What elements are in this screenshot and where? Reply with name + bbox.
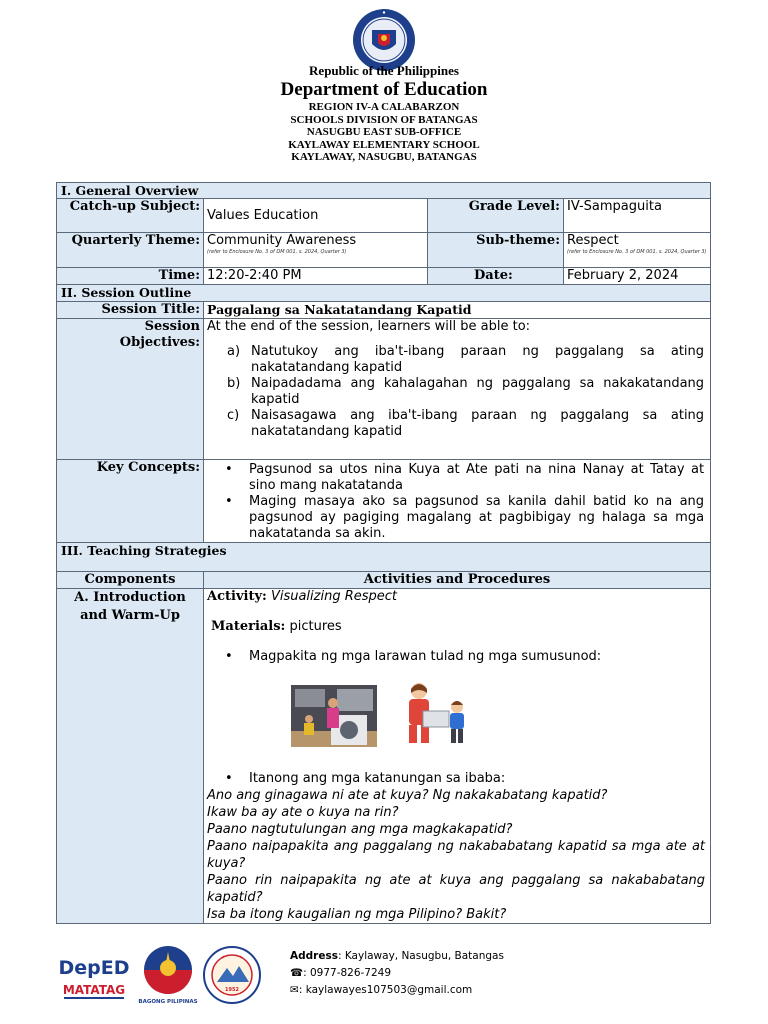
deped-matatag-logo bbox=[58, 950, 130, 1002]
deped-wordmark: DepED bbox=[58, 957, 130, 979]
objective-marker: a) bbox=[227, 344, 241, 359]
objectives-intro: At the end of the session, learners will be able to: bbox=[207, 319, 531, 334]
catchup-subject-label: Catch-up Subject: bbox=[57, 199, 204, 233]
activity-value: Visualizing Respect bbox=[270, 589, 398, 604]
materials-value: pictures bbox=[289, 619, 342, 634]
teaching-strategies-heading: III. Teaching Strategies bbox=[57, 543, 711, 572]
siblings-cartoon-picture bbox=[399, 681, 471, 747]
sub-theme-cell bbox=[564, 233, 711, 268]
school-seal-logo bbox=[203, 946, 261, 1004]
session-title-value: Paggalang sa Nakatatandang Kapatid bbox=[204, 302, 711, 319]
session-title-label: Session Title: bbox=[57, 302, 204, 319]
lesson-plan-table bbox=[56, 182, 711, 924]
matatag-wordmark: MATATAG bbox=[62, 983, 126, 997]
bullet-icon: • bbox=[225, 649, 233, 664]
objective-text: Natutukoy ang iba't-ibang paraan ng paggalang sa ating nakatatandang kapatid bbox=[251, 344, 705, 375]
ask-questions-text: Itanong ang mga katanungan sa ibaba: bbox=[249, 771, 506, 786]
email-value: : kaylawayes107503@gmail.com bbox=[298, 984, 473, 996]
footer-address bbox=[290, 950, 504, 962]
quarterly-theme-cell bbox=[204, 233, 428, 268]
objective-marker: b) bbox=[227, 376, 241, 391]
footer-phone bbox=[290, 967, 391, 979]
region-line: REGION IV-A CALABARZON bbox=[308, 101, 460, 113]
objectives-list bbox=[207, 344, 707, 440]
address-label: Address bbox=[290, 950, 338, 962]
question-3: Paano nagtutulungan ang mga magkakapatid? bbox=[207, 822, 513, 837]
bullet-icon: • bbox=[225, 462, 233, 477]
quarterly-theme-label: Quarterly Theme: bbox=[57, 233, 204, 268]
quarterly-theme-value: Community Awareness bbox=[207, 233, 357, 248]
key-concepts-cell bbox=[204, 460, 711, 543]
objective-item bbox=[207, 408, 707, 440]
date-value: February 2, 2024 bbox=[564, 268, 711, 285]
objective-marker: c) bbox=[227, 408, 240, 423]
siblings-laundry-picture bbox=[291, 685, 377, 747]
grade-level-value: IV-Sampaguita bbox=[564, 199, 711, 233]
grade-level-label: Grade Level: bbox=[428, 199, 564, 233]
activities-cell bbox=[204, 589, 711, 924]
school-address-line: KAYLAWAY, NASUGBU, BATANGAS bbox=[291, 151, 477, 163]
bagong-pilipinas-wordmark: BAGONG PILIPINAS bbox=[138, 999, 198, 1005]
component-introduction: A. Introduction and Warm-Up bbox=[57, 589, 204, 924]
ask-bullet-list bbox=[207, 771, 707, 787]
show-pictures-item bbox=[207, 649, 707, 665]
pictures-area bbox=[207, 681, 707, 767]
question-2: Ikaw ba ay ate o kuya na rin? bbox=[207, 805, 399, 820]
email-icon: ✉ bbox=[290, 984, 299, 996]
time-value: 12:20-2:40 PM bbox=[204, 268, 428, 285]
key-concept-text: Pagsunod sa utos nina Kuya at Ate pati na nina Nanay at Tatay at sino mang nakatatanda bbox=[249, 462, 705, 493]
sub-theme-value: Respect bbox=[567, 233, 619, 248]
division-line: SCHOOLS DIVISION OF BATANGAS bbox=[290, 113, 478, 126]
key-concept-text: Maging masaya ako sa pagsunod sa kanila dahil batid ko na ang pagsunod ay pagiging magalang at pagbibigay ng halaga sa mga nakatatanda sa akin. bbox=[249, 494, 705, 541]
sub-theme-note: (refer to Enclosure No. 3 of DM 001, s. 2024, Quarter 3) bbox=[567, 249, 707, 255]
objective-item bbox=[207, 344, 707, 376]
footer-email bbox=[290, 984, 472, 996]
quarterly-theme-note: (refer to Enclosure No. 3 of DM 001, s. 2024, Quarter 3) bbox=[207, 249, 347, 255]
bagong-pilipinas-logo bbox=[138, 944, 198, 1006]
date-label: Date: bbox=[428, 268, 564, 285]
materials-label: Materials: bbox=[211, 619, 286, 634]
key-concepts-label: Key Concepts: bbox=[57, 460, 204, 543]
sub-theme-label: Sub-theme: bbox=[428, 233, 564, 268]
objective-item bbox=[207, 376, 707, 408]
phone-value: : 0977-826-7249 bbox=[303, 967, 392, 979]
department-title: Department of Education bbox=[280, 79, 488, 100]
question-4: Paano naipapakita ang paggalang ng nakababatang kapatid sa mga ate at kuya? bbox=[207, 839, 706, 871]
question-1: Ano ang ginagawa ni ate at kuya? Ng nakakabatang kapatid? bbox=[207, 788, 608, 803]
bullet-icon: • bbox=[225, 771, 233, 786]
activity-line bbox=[207, 589, 707, 605]
activities-header: Activities and Procedures bbox=[204, 572, 711, 589]
ask-questions-item bbox=[207, 771, 707, 787]
catchup-subject-value: Values Education bbox=[204, 199, 428, 233]
show-bullet-list bbox=[207, 649, 707, 665]
address-value: : Kaylaway, Nasugbu, Batangas bbox=[337, 950, 504, 962]
session-outline-heading: II. Session Outline bbox=[57, 285, 711, 302]
key-concept-item bbox=[207, 494, 707, 542]
objective-text: Naisasagawa ang iba't-ibang paraan ng paggalang sa ating nakatatandang kapatid bbox=[251, 408, 705, 439]
objective-text: Naipadadama ang kahalagahan ng paggalang sa nakakatandang kapatid bbox=[251, 376, 705, 407]
school-seal-year: 1952 bbox=[225, 987, 239, 993]
key-concepts-list bbox=[207, 462, 707, 542]
components-header: Components bbox=[57, 572, 204, 589]
key-concept-item bbox=[207, 462, 707, 494]
school-line: KAYLAWAY ELEMENTARY SCHOOL bbox=[288, 138, 480, 151]
session-objectives-cell bbox=[204, 319, 711, 460]
bullet-icon: • bbox=[225, 494, 233, 509]
time-label: Time: bbox=[57, 268, 204, 285]
general-overview-heading: I. General Overview bbox=[57, 183, 711, 199]
republic-line: Republic of the Philippines bbox=[309, 63, 459, 78]
phone-icon: ☎ bbox=[290, 967, 304, 979]
suboffice-line: NASUGBU EAST SUB-OFFICE bbox=[306, 126, 462, 138]
show-pictures-text: Magpakita ng mga larawan tulad ng mga sumusunod: bbox=[249, 649, 602, 664]
materials-line bbox=[207, 619, 707, 635]
question-6: Isa ba itong kaugalian ng mga Pilipino? Bakit? bbox=[207, 907, 507, 922]
session-objectives-label: Session Objectives: bbox=[57, 319, 204, 460]
question-5: Paano rin naipapakita ng ate at kuya ang paggalang sa nakababatang kapatid? bbox=[207, 873, 706, 905]
activity-label: Activity: bbox=[207, 589, 267, 604]
